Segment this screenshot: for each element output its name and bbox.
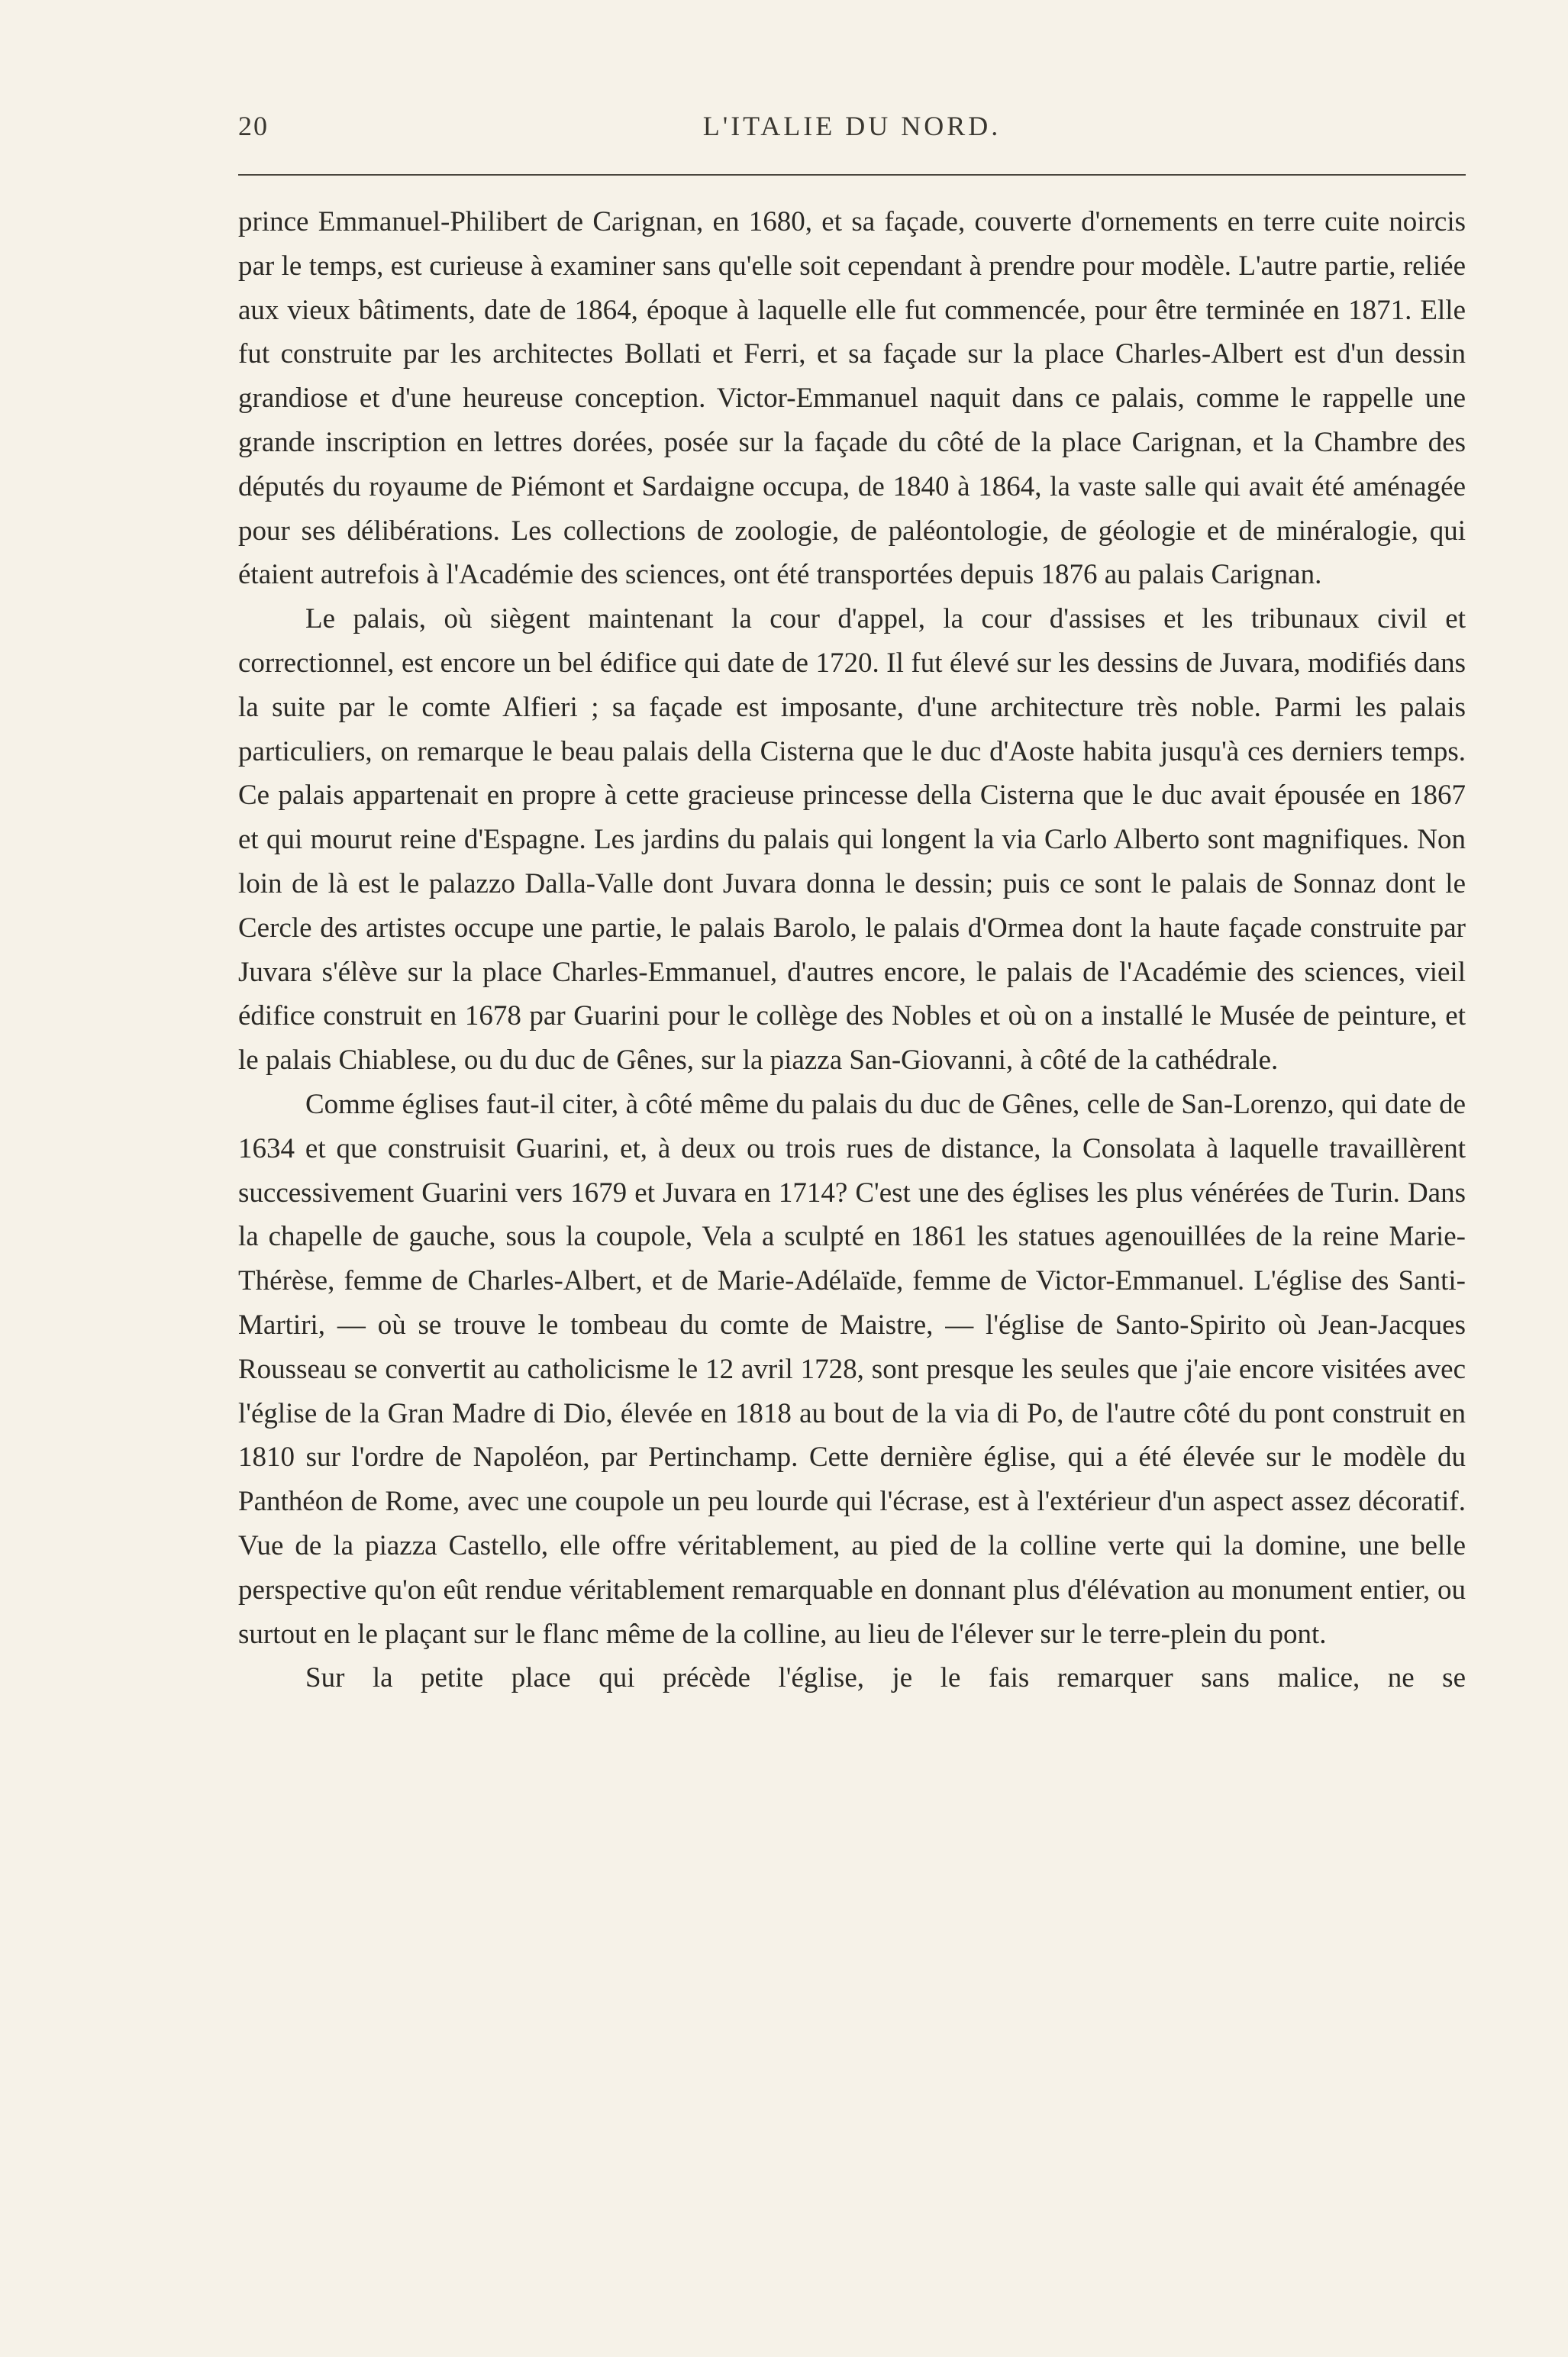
- paragraph-2: Le palais, où siègent maintenant la cour d'appel, la cour d'assises et les tribunaux civil et correctionnel, est encore un bel édifice qui date de 1720. Il fut élevé sur les dessins de Juvara, modifiés dans la suite par le comte Alfieri ; sa façade est imposante, d'une architecture très noble. Parmi les palais particuliers, on remarque le beau palais della Cisterna que le duc d'Aoste habita jusqu'à ces derniers temps. Ce palais appartenait en propre à cette gracieuse princesse della Cisterna que le duc avait épousée en 1867 et qui mourut reine d'Espagne. Les jardins du palais qui longent la via Carlo Alberto sont magnifiques. Non loin de là est le palazzo Dalla-Valle dont Juvara donna le dessin; puis ce sont le palais de Sonnaz dont le Cercle des artistes occupe une partie, le palais Barolo, le palais d'Ormea dont la haute façade construite par Juvara s'élève sur la place Charles-Emmanuel, d'autres encore, le palais de l'Académie des sciences, vieil édifice construit en 1678 par Guarini pour le collège des Nobles et où on a installé le Musée de peinture, et le palais Chiablese, ou du duc de Gênes, sur la piazza San-Giovanni, à côté de la cathédrale.: [238, 603, 1466, 1077]
- paragraph-1: prince Emmanuel-Philibert de Carignan, en 1680, et sa façade, couverte d'ornements en terre cuite noircis par le temps, est curieuse à examiner sans qu'elle soit cependant à prendre pour modèle. L'autre partie, reliée aux vieux bâtiments, date de 1864, époque à laquelle elle fut commencée, pour être terminée en 1871. Elle fut construite par les architectes Bollati et Ferri, et sa façade sur la place Charles-Albert est d'un dessin grandiose et d'une heureuse conception. Victor-Emmanuel naquit dans ce palais, comme le rappelle une grande inscription en lettres dorées, posée sur la façade du côté de la place Carignan, et la Chambre des députés du royaume de Piémont et Sardaigne occupa, de 1840 à 1864, la vaste salle qui avait été aménagée pour ses délibérations. Les collections de zoologie, de paléontologie, de géologie et de minéralogie, qui étaient autrefois à l'Académie des sciences, ont été transportées depuis 1876 au palais Carignan.: [238, 206, 1466, 591]
- paragraph-4: Sur la petite place qui précède l'église, je le fais remarquer sans malice, ne se: [305, 1662, 1466, 1694]
- running-head: [238, 104, 1466, 150]
- paragraph-3: Comme églises faut-il citer, à côté même du palais du duc de Gênes, celle de San-Lorenzo, qui date de 1634 et que construisit Guarini, et, à deux ou trois rues de distance, la Consolata à laquelle travaillèrent successivement Guarini vers 1679 et Juvara en 1714? C'est une des églises les plus vénérées de Turin. Dans la chapelle de gauche, sous la coupole, Vela a sculpté en 1861 les statues agenouillées de la reine Marie-Thérèse, femme de Charles-Albert, et de Marie-Adélaïde, femme de Victor-Emmanuel. L'église des Santi-Martiri, — où se trouve le tombeau du comte de Maistre, — l'église de Santo-Spirito où Jean-Jacques Rousseau se convertit au catholicisme le 12 avril 1728, sont presque les seules que j'aie encore visitées avec l'église de la Gran Madre di Dio, élevée en 1818 au bout de la via di Po, de l'autre côté du pont construit en 1810 sur l'ordre de Napoléon, par Pertinchamp. Cette dernière église, qui a été élevée sur le modèle du Panthéon de Rome, avec une coupole un peu lourde qui l'écrase, est à l'extérieur d'un aspect assez décoratif. Vue de la piazza Castello, elle offre véritablement, au pied de la colline verte qui la domine, une belle perspective qu'on eût rendue véritablement remarquable en donnant plus d'élévation au monument entier, ou surtout en le plaçant sur le flanc même de la colline, au lieu de l'élever sur le terre-plein du pont.: [238, 1088, 1466, 1650]
- running-title: L'ITALIE DU NORD.: [702, 111, 1002, 141]
- body-text: [238, 200, 1466, 1700]
- header-rule: [238, 174, 1466, 176]
- page-number: 20: [238, 111, 269, 141]
